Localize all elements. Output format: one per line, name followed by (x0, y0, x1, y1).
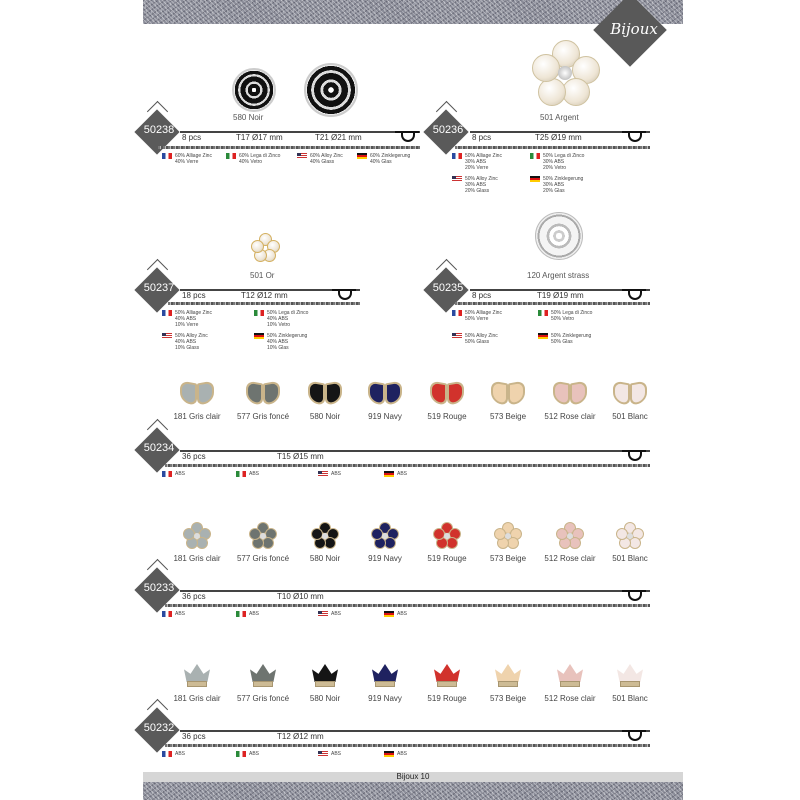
variant-label: 919 Navy (368, 412, 402, 421)
variant-label: 573 Beige (489, 412, 527, 421)
flower-button-image (556, 522, 584, 550)
variant-label: 573 Beige (489, 694, 527, 703)
variant-label: 501 Argent (540, 113, 579, 122)
flag-us-icon (318, 611, 328, 617)
material-it: 50% Lega di Zinco 40% ABS 10% Vetro (254, 310, 308, 328)
material-fr: 50% Alliage Zinc 50% Verre (452, 310, 502, 322)
glitter-divider (455, 146, 650, 149)
material-de: ABS (384, 471, 407, 477)
color-variant (476, 522, 540, 563)
product-code: 50232 (143, 722, 175, 734)
divider (180, 450, 650, 452)
material-fr: 50% Alliage Zinc 40% ABS 10% Verre (162, 310, 212, 328)
crown-button-image (432, 662, 462, 690)
color-variant (538, 382, 602, 421)
shank-button-icon (622, 450, 646, 462)
pack-quantity: 8 pcs (472, 133, 492, 142)
material-it: ABS (236, 611, 259, 617)
footer-glitter-band (143, 782, 683, 800)
flag-us-icon (452, 176, 462, 182)
color-variant (353, 662, 417, 703)
material-it: ABS (236, 471, 259, 477)
variant-label: 501 Blanc (612, 412, 648, 421)
flag-fr-icon (162, 310, 172, 316)
variant-label: 577 Gris foncé (236, 412, 290, 421)
flower-button-image (371, 522, 399, 550)
shank-button-icon (622, 730, 646, 742)
product-image-pearl-flower (532, 40, 598, 106)
material-fr: 50% Alliage Zinc 30% ABS 20% Verre (452, 153, 502, 171)
divider (180, 590, 650, 592)
crown-button-image (310, 662, 340, 690)
divider (180, 131, 420, 133)
product-code: 50234 (143, 442, 175, 454)
size-spec: T19 Ø19 mm (537, 291, 584, 300)
material-de: 60% Zinklegerung 40% Glas (357, 153, 410, 165)
shank-button-icon (332, 289, 356, 301)
variant-label: 919 Navy (368, 694, 402, 703)
category-title: Bijoux (610, 20, 658, 38)
pack-quantity: 36 pcs (182, 592, 206, 601)
material-de: ABS (384, 751, 407, 757)
product-code: 50236 (432, 124, 464, 136)
crown-button-image (493, 662, 523, 690)
variant-label: 519 Rouge (427, 554, 467, 563)
color-variant (476, 382, 540, 421)
pack-quantity: 8 pcs (182, 133, 202, 142)
color-variant (598, 382, 662, 421)
material-de: 50% Zinklegerung 40% ABS 10% Glas (254, 333, 307, 351)
shank-button-icon (622, 289, 646, 301)
glitter-divider (158, 146, 420, 149)
crown-button-image (615, 662, 645, 690)
material-fr: ABS (162, 611, 185, 617)
variant-label: 120 Argent strass (527, 271, 590, 280)
variant-label: 519 Rouge (427, 694, 467, 703)
glitter-divider (165, 744, 650, 747)
material-fr: ABS (162, 471, 185, 477)
flag-it-icon (226, 153, 236, 159)
material-us: 60% Alloy Zinc 40% Glass (297, 153, 343, 165)
color-variant (476, 662, 540, 703)
product-code: 50237 (143, 282, 175, 294)
flag-us-icon (162, 333, 172, 339)
color-variant (231, 522, 295, 563)
material-de: ABS (384, 611, 407, 617)
material-it: 60% Lega di Zinco 40% Vetro (226, 153, 280, 165)
material-us: 50% Alloy Zinc 40% ABS 10% Glass (162, 333, 208, 351)
butterfly-button-image (180, 382, 214, 406)
color-variant (231, 382, 295, 421)
butterfly-button-image (553, 382, 587, 406)
variant-label: 580 Noir (233, 113, 264, 122)
color-variant (353, 522, 417, 563)
pack-quantity: 8 pcs (472, 291, 492, 300)
flag-us-icon (452, 333, 462, 339)
butterfly-button-image (246, 382, 280, 406)
flag-it-icon (538, 310, 548, 316)
color-variant (293, 382, 357, 421)
color-variant (165, 662, 229, 703)
variant-label: 580 Noir (309, 694, 341, 703)
product-code: 50235 (432, 282, 464, 294)
crown-button-image (555, 662, 585, 690)
material-de: 50% Zinklegerung 30% ABS 20% Glas (530, 176, 583, 194)
color-variant (165, 522, 229, 563)
size-spec: T12 Ø12 mm (241, 291, 288, 300)
size-spec: T17 Ø17 mm (236, 133, 283, 142)
product-code: 50238 (143, 124, 175, 136)
flag-us-icon (297, 153, 307, 159)
variant-label: 181 Gris clair (173, 554, 221, 563)
shank-button-icon (622, 590, 646, 602)
product-image-rose-large (304, 63, 358, 117)
butterfly-button-image (430, 382, 464, 406)
flag-de-icon (254, 333, 264, 339)
color-variant (538, 522, 602, 563)
pack-quantity: 18 pcs (182, 291, 206, 300)
product-image-strass-button (535, 212, 583, 260)
material-us: ABS (318, 611, 341, 617)
size-spec: T15 Ø15 mm (277, 452, 324, 461)
crown-button-image (248, 662, 278, 690)
category-tab (598, 0, 670, 70)
variant-label: 580 Noir (309, 412, 341, 421)
size-spec: T12 Ø12 mm (277, 732, 324, 741)
color-variant (293, 522, 357, 563)
glitter-divider (165, 604, 650, 607)
product-image-gold-pearl-flower (251, 233, 279, 261)
flag-fr-icon (452, 153, 462, 159)
divider (180, 730, 650, 732)
product-image-rose-small (232, 68, 276, 112)
material-de: 50% Zinklegerung 50% Glas (538, 333, 591, 345)
flower-button-image (249, 522, 277, 550)
flower-button-image (616, 522, 644, 550)
flag-it-icon (236, 611, 246, 617)
material-us: 50% Alloy Zinc 30% ABS 20% Glass (452, 176, 498, 194)
variant-label: 512 Rose clair (544, 694, 596, 703)
color-variant (598, 522, 662, 563)
variant-label: 501 Blanc (612, 694, 648, 703)
variant-label: 501 Or (250, 271, 275, 280)
material-it: ABS (236, 751, 259, 757)
flag-fr-icon (452, 310, 462, 316)
color-variant (353, 382, 417, 421)
variant-label: 577 Gris foncé (236, 554, 290, 563)
material-us: 50% Alloy Zinc 50% Glass (452, 333, 498, 345)
flag-us-icon (318, 751, 328, 757)
variant-label: 501 Blanc (612, 554, 648, 563)
flower-button-image (311, 522, 339, 550)
color-variant (231, 662, 295, 703)
flag-it-icon (530, 153, 540, 159)
variant-label: 181 Gris clair (173, 412, 221, 421)
shank-button-icon (622, 131, 646, 143)
size-spec: T10 Ø10 mm (277, 592, 324, 601)
flag-de-icon (384, 471, 394, 477)
variant-label: 181 Gris clair (173, 694, 221, 703)
flower-button-image (183, 522, 211, 550)
flower-button-image (433, 522, 461, 550)
flag-fr-icon (162, 751, 172, 757)
shank-button-icon (395, 131, 419, 143)
flag-fr-icon (162, 471, 172, 477)
crown-button-image (370, 662, 400, 690)
color-variant (165, 382, 229, 421)
flag-it-icon (236, 751, 246, 757)
color-variant (538, 662, 602, 703)
crown-button-image (182, 662, 212, 690)
variant-label: 519 Rouge (427, 412, 467, 421)
color-variant (293, 662, 357, 703)
pack-quantity: 36 pcs (182, 452, 206, 461)
color-variant (415, 662, 479, 703)
butterfly-button-image (308, 382, 342, 406)
material-us: ABS (318, 751, 341, 757)
flower-button-image (494, 522, 522, 550)
color-variant (415, 382, 479, 421)
flag-us-icon (318, 471, 328, 477)
glitter-divider (165, 464, 650, 467)
material-us: ABS (318, 471, 341, 477)
butterfly-button-image (613, 382, 647, 406)
variant-label: 573 Beige (489, 554, 527, 563)
variant-label: 580 Noir (309, 554, 341, 563)
glitter-divider (168, 302, 360, 305)
pack-quantity: 36 pcs (182, 732, 206, 741)
variant-label: 577 Gris foncé (236, 694, 290, 703)
flag-it-icon (254, 310, 264, 316)
flag-de-icon (384, 611, 394, 617)
flag-fr-icon (162, 153, 172, 159)
flag-de-icon (530, 176, 540, 182)
material-fr: ABS (162, 751, 185, 757)
flag-de-icon (357, 153, 367, 159)
glitter-divider (455, 302, 650, 305)
butterfly-button-image (368, 382, 402, 406)
size-spec: T21 Ø21 mm (315, 133, 362, 142)
flag-fr-icon (162, 611, 172, 617)
flag-de-icon (538, 333, 548, 339)
material-it: 50% Lega di Zinco 30% ABS 20% Vetro (530, 153, 584, 171)
variant-label: 512 Rose clair (544, 554, 596, 563)
variant-label: 919 Navy (368, 554, 402, 563)
butterfly-button-image (491, 382, 525, 406)
material-it: 50% Lega di Zinco 50% Vetro (538, 310, 592, 322)
size-spec: T25 Ø19 mm (535, 133, 582, 142)
material-fr: 60% Alliage Zinc 40% Verre (162, 153, 212, 165)
flag-de-icon (384, 751, 394, 757)
flag-it-icon (236, 471, 246, 477)
color-variant (415, 522, 479, 563)
color-variant (598, 662, 662, 703)
product-code: 50233 (143, 582, 175, 594)
variant-label: 512 Rose clair (544, 412, 596, 421)
page-footer: Bijoux 10 (143, 772, 683, 783)
